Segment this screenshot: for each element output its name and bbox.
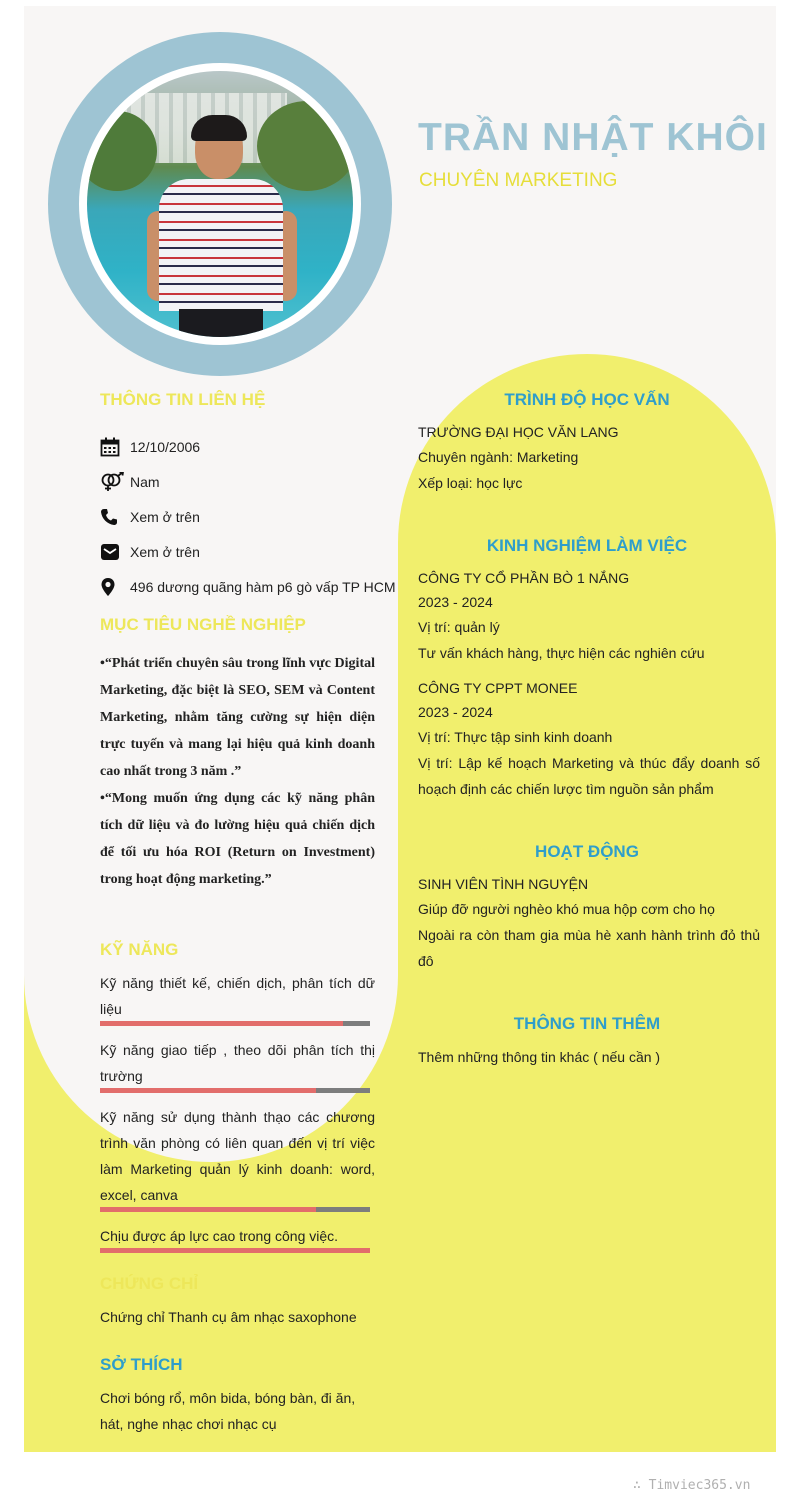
hobbies-text: Chơi bóng rổ, môn bida, bóng bàn, đi ăn, hát, nghe nhạc chơi nhạc cụ (100, 1390, 356, 1432)
avatar-photo (87, 71, 353, 337)
certificate-text: Chứng chỉ Thanh cụ âm nhạc saxophone (100, 1309, 357, 1325)
skill-label: Kỹ năng sử dụng thành thạo các chương trình văn phòng có liên quan đến vị trí việc làm Marketing quản lý kinh doanh: word, excel, canva (100, 1109, 375, 1203)
certificates-heading: CHỨNG CHỈ (100, 1274, 199, 1293)
objective-paragraph: •“Mong muốn ứng dụng các kỹ năng phân tích dữ liệu và đo lường hiệu quả chiến dịch để tối ưu hóa ROI (Return on Investment) trong hoạt động marketing.” (100, 791, 375, 887)
objective-text (100, 650, 375, 893)
skill-label: Kỹ năng thiết kế, chiến dịch, phân tích dữ liệu (100, 975, 375, 1017)
contact-email: Xem ở trên (100, 539, 200, 565)
skill-bar (100, 1248, 370, 1253)
job-period: 2023 - 2024 (418, 594, 493, 610)
contact-birthdate: 12/10/2006 (100, 434, 200, 460)
activity-title: SINH VIÊN TÌNH NGUYỆN (418, 876, 589, 892)
cv-page (24, 6, 776, 1452)
hobbies-heading: SỞ THÍCH (100, 1355, 183, 1374)
job-description: Tư vấn khách hàng, thực hiện các nghiên cứu (418, 645, 705, 661)
skill-bar (100, 1021, 370, 1026)
watermark: ∴ Timviec365.vn (633, 1478, 751, 1493)
skill-label: Chịu được áp lực cao trong công việc. (100, 1228, 339, 1244)
education-major: Chuyên ngành: Marketing (418, 449, 579, 465)
calendar-icon (100, 437, 130, 457)
education-school: TRƯỜNG ĐẠI HỌC VĂN LANG (418, 424, 619, 440)
job-company: CÔNG TY CỔ PHẦN BÒ 1 NẮNG (418, 570, 630, 586)
location-icon (100, 577, 130, 597)
skills-heading: KỸ NĂNG (100, 940, 179, 959)
gender-icon (100, 472, 130, 492)
job-position: Vị trí: Thực tập sinh kinh doanh (418, 729, 613, 745)
job-title: CHUYÊN MARKETING (419, 170, 618, 191)
objective-paragraph: •“Phát triển chuyên sâu trong lĩnh vực Digital Marketing, đặc biệt là SEO, SEM và Content Marketing, nhằm tăng cường sự hiện diện trực tuyến và mang lại hiệu quả kinh doanh cao nhất trong 3 năm .” (100, 656, 375, 779)
objective-heading: MỤC TIÊU NGHỀ NGHIỆP (100, 615, 306, 634)
avatar-frame (79, 63, 361, 345)
experience-heading: KINH NGHIỆM LÀM VIỆC (486, 536, 688, 555)
email-icon (100, 543, 130, 561)
activities-heading: HOẠT ĐỘNG (535, 842, 639, 861)
contact-gender: Nam (100, 469, 160, 495)
activity-line: Ngoài ra còn tham gia mùa hè xanh hành trình đỏ thủ đô (418, 927, 760, 969)
job-period: 2023 - 2024 (418, 704, 493, 720)
education-rank: Xếp loại: học lực (418, 475, 523, 491)
skill-bar (100, 1207, 370, 1212)
activity-line: Giúp đỡ người nghèo khó mua hộp cơm cho họ (418, 901, 715, 917)
skill-bar (100, 1088, 370, 1093)
job-company: CÔNG TY CPPT MONEE (418, 680, 578, 696)
contact-phone: Xem ở trên (100, 504, 200, 530)
phone-icon (100, 508, 130, 526)
skill-label: Kỹ năng giao tiếp , theo dõi phân tích thị trường (100, 1042, 375, 1084)
job-description: Vị trí: Lập kế hoạch Marketing và thúc đẩy doanh số hoạch định các chiến lược tìm nguồn sản phẩm (418, 755, 760, 797)
education-heading: TRÌNH ĐỘ HỌC VẤN (504, 390, 670, 409)
contact-heading: THÔNG TIN LIÊN HỆ (100, 390, 266, 409)
contact-address: 496 dương quãng hàm p6 gò vấp TP HCM (100, 574, 396, 600)
extra-info-text: Thêm những thông tin khác ( nếu cần ) (418, 1049, 661, 1065)
extra-info-heading: THÔNG TIN THÊM (513, 1014, 661, 1033)
candidate-name: TRẦN NHẬT KHÔI (418, 116, 768, 159)
job-position: Vị trí: quản lý (418, 619, 500, 635)
